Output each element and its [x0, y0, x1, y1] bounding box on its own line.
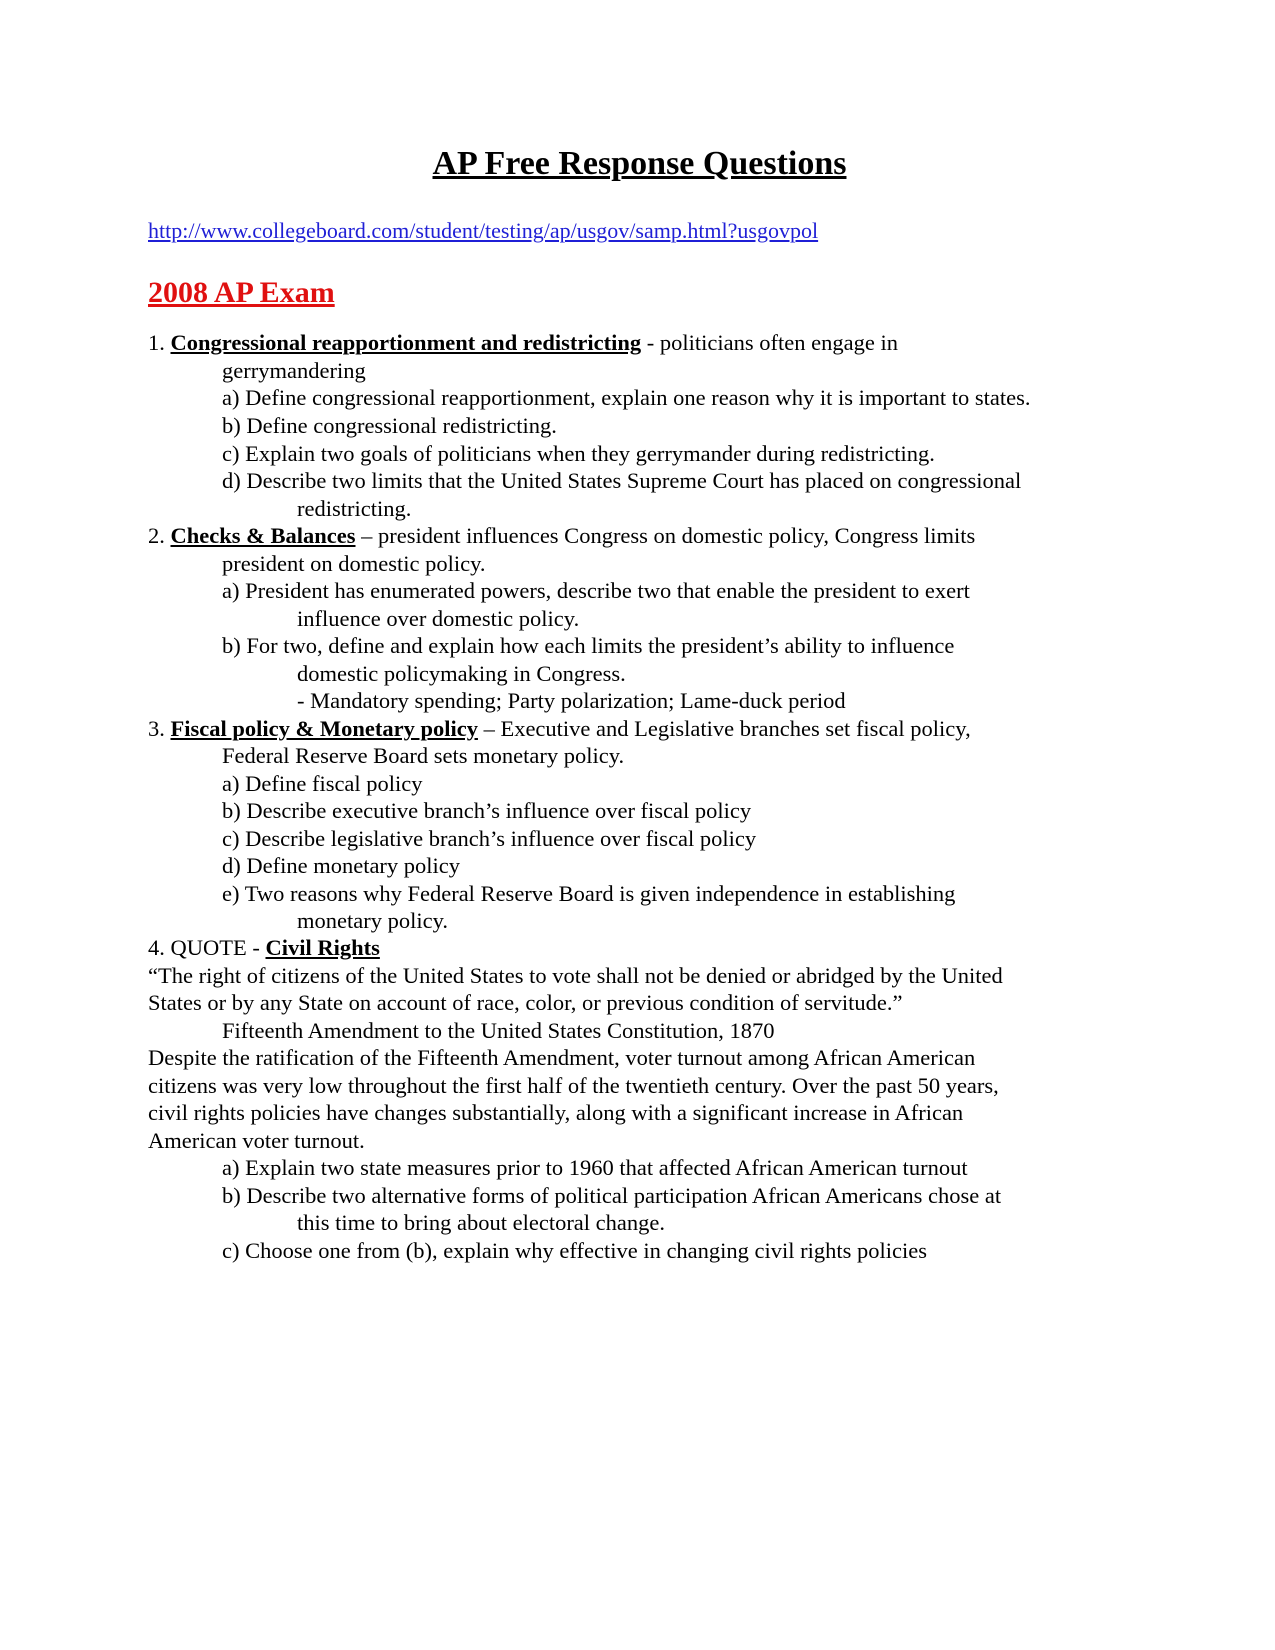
question-4-quote-line-2: States or by any State on account of race, color, or previous condition of servitude.” — [148, 990, 903, 1015]
question-3-header: 3. Fiscal policy & Monetary policy – Executive and Legislative branches set fiscal policy, — [148, 716, 971, 741]
question-4-paragraph-line-4: American voter turnout. — [148, 1128, 365, 1153]
question-4-quote-line-1: “The right of citizens of the United States to vote shall not be denied or abridged by the United — [148, 963, 1003, 988]
question-4-part-b-cont: this time to bring about electoral change. — [297, 1210, 666, 1235]
question-2-part-a: a) President has enumerated powers, describe two that enable the president to exert — [222, 578, 970, 603]
question-2-topic: Checks & Balances — [170, 523, 356, 548]
page-title: AP Free Response Questions — [432, 145, 847, 182]
question-3-part-a: a) Define fiscal policy — [222, 771, 423, 796]
question-4-paragraph-line-1: Despite the ratification of the Fifteenth Amendment, voter turnout among African American — [148, 1045, 976, 1070]
question-1-part-b: b) Define congressional redistricting. — [222, 413, 557, 438]
question-4-quote-source: Fifteenth Amendment to the United States Constitution, 1870 — [222, 1018, 775, 1043]
question-4-paragraph-line-2: citizens was very low throughout the first half of the twentieth century. Over the past 50 years, — [148, 1073, 999, 1098]
question-2-part-b-cont: domestic policymaking in Congress. — [297, 661, 626, 686]
question-3-part-d: d) Define monetary policy — [222, 853, 461, 878]
question-2-part-b-options: - Mandatory spending; Party polarization; Lame-duck period — [297, 688, 846, 713]
exam-heading: 2008 AP Exam — [148, 276, 335, 309]
question-3-part-e: e) Two reasons why Federal Reserve Board is given independence in establishing — [222, 881, 956, 906]
question-1-header: 1. Congressional reapportionment and redistricting - politicians often engage in — [148, 330, 898, 355]
question-3-part-c: c) Describe legislative branch’s influence over fiscal policy — [222, 826, 757, 851]
question-2-part-b: b) For two, define and explain how each limits the president’s ability to influence — [222, 633, 955, 658]
question-1-part-d-cont: redistricting. — [297, 496, 412, 521]
question-3-part-b: b) Describe executive branch’s influence over fiscal policy — [222, 798, 752, 823]
question-1-intro-cont: gerrymandering — [222, 358, 366, 383]
question-3-intro-cont: Federal Reserve Board sets monetary policy. — [222, 743, 625, 768]
question-1-part-c: c) Explain two goals of politicians when they gerrymander during redistricting. — [222, 441, 935, 466]
question-4-paragraph-line-3: civil rights policies have changes substantially, along with a significant increase in African — [148, 1100, 964, 1125]
question-4-part-a: a) Explain two state measures prior to 1960 that affected African American turnout — [222, 1155, 968, 1180]
question-4-header: 4. QUOTE - Civil Rights — [148, 935, 380, 960]
collegeboard-link[interactable]: http://www.collegeboard.com/student/testing/ap/usgov/samp.html?usgovpol — [148, 218, 819, 243]
question-4-topic: Civil Rights — [265, 935, 380, 960]
question-4-part-b: b) Describe two alternative forms of political participation African Americans chose at — [222, 1183, 1002, 1208]
question-4-part-c: c) Choose one from (b), explain why effective in changing civil rights policies — [222, 1238, 928, 1263]
question-1-topic: Congressional reapportionment and redistricting — [170, 330, 642, 355]
question-2-part-a-cont: influence over domestic policy. — [297, 606, 580, 631]
question-3-part-e-cont: monetary policy. — [297, 908, 448, 933]
question-2-intro-cont: president on domestic policy. — [222, 551, 486, 576]
question-1-part-d: d) Describe two limits that the United States Supreme Court has placed on congressional — [222, 468, 1022, 493]
question-1-part-a: a) Define congressional reapportionment, explain one reason why it is important to states. — [222, 385, 1031, 410]
question-2-header: 2. Checks & Balances – president influences Congress on domestic policy, Congress limits — [148, 523, 976, 548]
question-3-topic: Fiscal policy & Monetary policy — [170, 716, 478, 741]
